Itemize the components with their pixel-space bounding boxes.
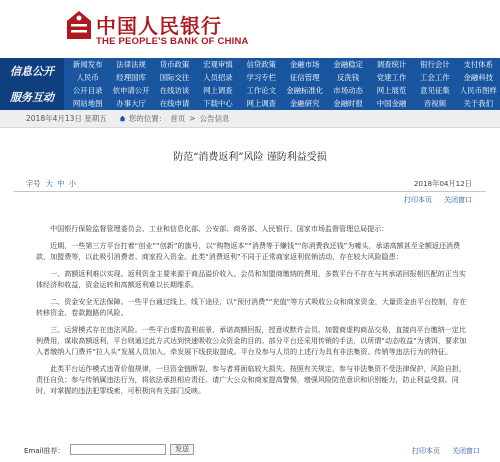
nav-item-row2-a9[interactable]: 人民币图样: [459, 86, 497, 95]
nav-row-info: [66, 58, 500, 84]
nav-item-row2-b6[interactable]: 金融时报: [333, 99, 363, 108]
nav-item-row2-a6[interactable]: 市场动态: [333, 86, 363, 95]
location-label: 您的位置：: [128, 114, 167, 123]
nav-item-row1-b9[interactable]: 金融科技: [463, 73, 494, 82]
nav-item-row2-a4[interactable]: 工作论文: [246, 86, 277, 95]
nav-item-row1-a8[interactable]: 银行会计: [420, 60, 450, 69]
article-paragraph: 此类平台运作模式违背价值规律，一旦资金链断裂，参与者将面临较大损失。按照有关规定，参与非法集资不受法律保护，风险自担，责任自负；参与传销属违法行为，将依法承担相应责任。请广大公众和商家提高警惕，增强风险防范意识和识别能力，防止利益受损。同时，对掌握的违法犯罪线索，可积极向有关部门反映。: [36, 364, 466, 395]
breadcrumb-home-link[interactable]: 首页: [170, 114, 186, 123]
article-paragraph: 中国银行保险监督管理委员会、工业和信息化部、公安部、商务部、人民银行、国家市场监督管理总局提示：: [50, 224, 389, 233]
nav-item-row1-a1[interactable]: 法律法规: [116, 60, 146, 69]
nav-item-row1-b2[interactable]: 国际交往: [159, 73, 190, 82]
article-paragraph: 二、资金安全无法保障。一些平台通过线上、线下途径，以“预付消费”“充值”等方式吸收公众和商家资金，大量资金由平台控制，存在转移资金、卷款跑路的风险。: [36, 297, 467, 317]
nav-item-row1-a6[interactable]: 金融稳定: [333, 60, 363, 69]
nav-row-service: [66, 84, 500, 110]
nav-item-row1-b6[interactable]: 反洗钱: [336, 73, 360, 82]
nav-item-row2-b2[interactable]: 在线申请: [159, 99, 190, 108]
site-header: [0, 0, 500, 58]
nav-item-row2-a8[interactable]: 意见征集: [420, 86, 450, 95]
breadcrumb-separator: >: [189, 114, 196, 123]
nav-item-row1-b0[interactable]: 人民币: [76, 73, 99, 82]
nav-item-row1-b7[interactable]: 党建工作: [376, 73, 407, 82]
article-actions: [14, 195, 486, 205]
nav-item-row1-b4[interactable]: 学习专栏: [246, 73, 277, 82]
close-window-link-bottom[interactable]: 关闭窗口: [452, 447, 480, 455]
font-size-medium-link[interactable]: 中: [57, 179, 65, 188]
nav-item-row2-b3[interactable]: 下载中心: [203, 99, 233, 108]
article-paragraph: 一、高额返利难以实现。返利资金主要来源于商品溢价收入、会员和加盟商缴纳的费用，多数平台不存在与其承诺回报相匹配的正当实体经济和收益，资金运转和高额返利难以长期维系。: [36, 269, 466, 289]
email-input[interactable]: [70, 444, 166, 455]
font-size-label: 字号: [26, 179, 41, 188]
nav-item-row2-a1[interactable]: 依申请公开: [112, 86, 150, 95]
publish-date: 2018年04月12日: [413, 179, 472, 188]
nav-label-service-interaction: 服务互动: [0, 84, 64, 110]
nav-item-row2-a5[interactable]: 金融标准化: [286, 86, 324, 95]
nav-item-row1-b1[interactable]: 经理国库: [116, 73, 146, 82]
article-paragraph: 近期，一些第三方平台打着“创业”“创新”的旗号，以“购物返本”“消费等于赚钱”“你消费我还钱”为噱头，承诺高额甚至全额返还消费款、加盟费等，以此吸引消费者、商家投入资金。此类“消费返利”不同于正常商家返利促销活动，存在较大风险隐患：: [36, 241, 461, 261]
nav-item-row2-a0[interactable]: 公开目录: [72, 86, 103, 95]
nav-item-row1-a9[interactable]: 支付体系: [463, 60, 494, 69]
article-title: 防范“消费返利”风险 谨防利益受损: [173, 152, 327, 163]
nav-item-row2-b1[interactable]: 办事大厅: [116, 99, 146, 108]
nav-item-row1-a4[interactable]: 信贷政策: [246, 60, 277, 69]
nav-item-row1-a5[interactable]: 金融市场: [289, 60, 320, 69]
nav-item-row2-a7[interactable]: 网上展览: [376, 86, 407, 95]
article-container: [14, 128, 486, 462]
nav-item-row2-b5[interactable]: 金融研究: [289, 99, 320, 108]
nav-item-row2-b8[interactable]: 音视频: [423, 99, 446, 108]
nav-item-row2-b7[interactable]: 中国金融: [376, 99, 407, 108]
nav-item-row1-b3[interactable]: 人员招录: [203, 73, 233, 82]
nav-item-row2-a3[interactable]: 网上调查: [203, 86, 233, 95]
nav-item-row2-a2[interactable]: 在线访谈: [159, 86, 190, 95]
main-navigation: [0, 58, 500, 110]
nav-item-row2-b0[interactable]: 网站地图: [72, 99, 103, 108]
font-size-controls: [26, 179, 76, 189]
nav-item-row1-b8[interactable]: 工会工作: [420, 73, 450, 82]
nav-item-row1-b5[interactable]: 征信管理: [289, 73, 320, 82]
print-page-link[interactable]: 打印本页: [404, 196, 432, 204]
logo-english-name: THE PEOPLE'S BANK OF CHINA: [96, 36, 249, 47]
nav-item-row1-a2[interactable]: 货币政策: [159, 60, 190, 69]
font-size-large-link[interactable]: 大: [45, 179, 53, 188]
home-icon: [119, 115, 126, 122]
nav-item-row2-b4[interactable]: 网上调查: [246, 99, 277, 108]
close-window-link[interactable]: 关闭窗口: [444, 196, 472, 204]
nav-label-info-disclosure: 信息公开: [0, 58, 64, 84]
email-label: Email推荐：: [24, 447, 65, 455]
article-body: [36, 223, 468, 402]
current-date: 2018年4月13日 星期五: [26, 114, 107, 123]
nav-item-row1-a0[interactable]: 新闻发布: [72, 60, 103, 69]
breadcrumb-section-link[interactable]: 公告信息: [199, 114, 230, 123]
print-page-link-bottom[interactable]: 打印本页: [412, 447, 440, 455]
logo-chinese-name: 中国人民银行: [96, 14, 222, 38]
nav-item-row1-a3[interactable]: 宏观审慎: [203, 60, 233, 69]
breadcrumb: [0, 110, 500, 128]
pboc-logo-icon: [66, 10, 92, 40]
font-size-small-link[interactable]: 小: [68, 179, 76, 188]
article-paragraph: 三、运营模式存在违法风险。一些平台虚构盈利前景、承诺高额回报，授意或默许会员、加盟商虚构商品交易，直接向平台缴纳一定比例费用，谋取高额返利，平台则通过此方式达到快速吸收公众资金的目的。部分平台还采用传销的手法，以所谓“动态收益“为诱饵，要求加入者缴纳入门费并“拉人头”发展人员加入，牵发展下线获取提成。平台及参与人员的上述行为具有非法集资、传销等违法行为的特征。: [36, 325, 467, 356]
divider: [14, 191, 486, 192]
send-button[interactable]: 发送: [170, 444, 194, 455]
nav-item-row1-a7[interactable]: 调查统计: [376, 60, 407, 69]
article-meta: [14, 179, 486, 191]
nav-item-row2-b9[interactable]: 关于我们: [463, 99, 494, 108]
email-share-row: [24, 444, 484, 458]
